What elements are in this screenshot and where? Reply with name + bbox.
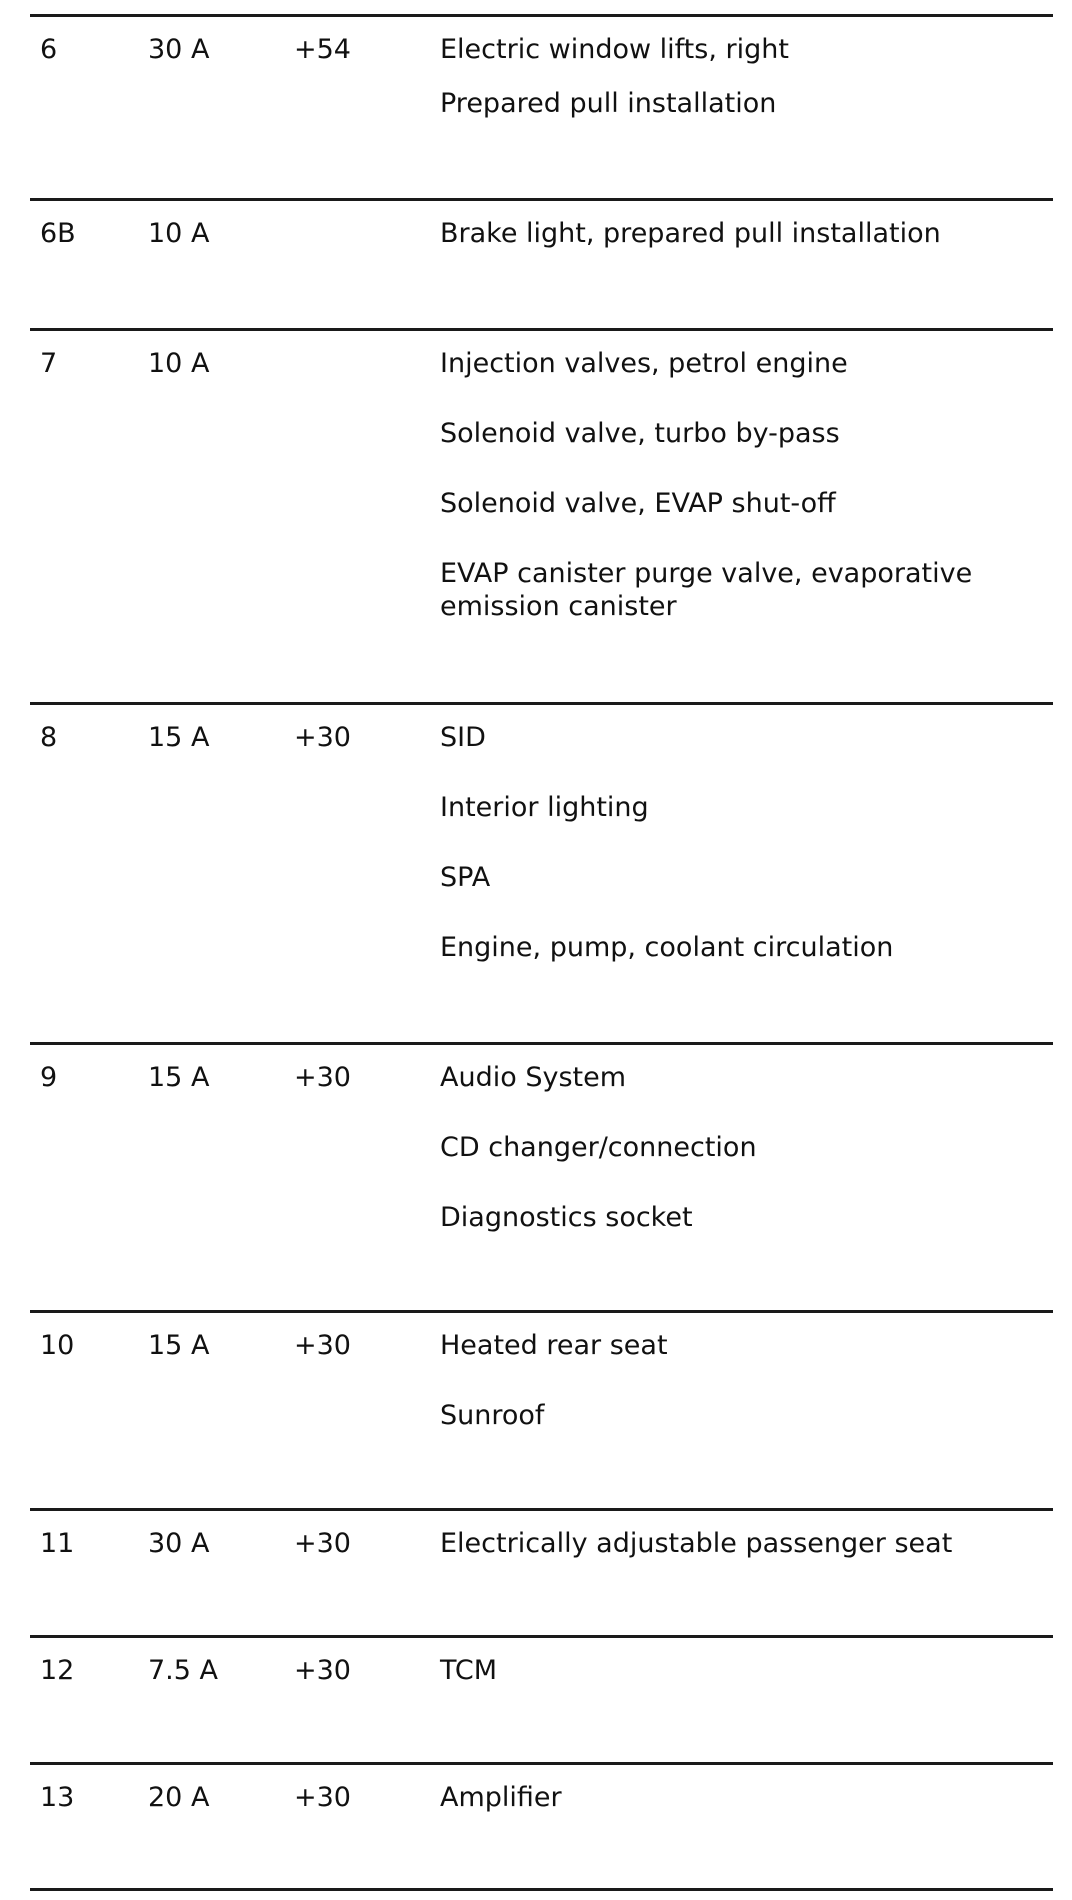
fuse-number: 12 <box>40 1655 75 1686</box>
fuse-number: 6B <box>40 218 76 249</box>
fuse-functions <box>440 347 1040 660</box>
table-row-fuse-13 <box>30 1762 1053 1891</box>
function-item: CD changer/connection <box>440 1132 757 1163</box>
table-row-fuse-6b <box>30 198 1053 328</box>
fuse-functions <box>440 33 1040 157</box>
fuse-amperage: 7.5 A <box>148 1655 218 1686</box>
table-row-fuse-8 <box>30 702 1053 1042</box>
fuse-number: 13 <box>40 1782 75 1813</box>
fuse-functions <box>440 217 1040 287</box>
fuse-terminal: +54 <box>294 34 351 65</box>
function-item: Engine, pump, coolant circulation <box>440 932 894 963</box>
fuse-terminal: +30 <box>294 1528 351 1559</box>
fuse-amperage: 15 A <box>148 1062 210 1093</box>
table-row-fuse-10 <box>30 1310 1053 1508</box>
function-item: Solenoid valve, EVAP shut-off <box>440 488 836 519</box>
fuse-number: 6 <box>40 34 58 65</box>
fuse-functions <box>440 1329 1040 1469</box>
fuse-amperage: 15 A <box>148 722 210 753</box>
function-item: EVAP canister purge valve, evaporative emission canister <box>440 558 973 622</box>
fuse-functions <box>440 1061 1040 1271</box>
fuse-amperage: 10 A <box>148 218 210 249</box>
fuse-number: 10 <box>40 1330 75 1361</box>
table-row-fuse-12 <box>30 1635 1053 1762</box>
fuse-functions <box>440 721 1040 1001</box>
fuse-amperage: 30 A <box>148 34 210 65</box>
table-row-fuse-9 <box>30 1042 1053 1310</box>
table-row-fuse-11 <box>30 1508 1053 1635</box>
function-item: Heated rear seat <box>440 1330 668 1361</box>
fuse-terminal: +30 <box>294 722 351 753</box>
function-item: Interior lighting <box>440 792 649 823</box>
fuse-number: 9 <box>40 1062 58 1093</box>
function-item: Injection valves, petrol engine <box>440 348 848 379</box>
fuse-functions <box>440 1781 1040 1851</box>
function-item: Electric window lifts, right <box>440 34 789 65</box>
function-item: Brake light, prepared pull installation <box>440 218 941 249</box>
function-item: Audio System <box>440 1062 627 1093</box>
function-item: Solenoid valve, turbo by-pass <box>440 418 840 449</box>
function-item: Electrically adjustable passenger seat <box>440 1528 953 1559</box>
function-item: Sunroof <box>440 1400 545 1431</box>
fuse-amperage: 10 A <box>148 348 210 379</box>
fuse-terminal: +30 <box>294 1655 351 1686</box>
function-item: Diagnostics socket <box>440 1202 693 1233</box>
fuse-amperage: 15 A <box>148 1330 210 1361</box>
function-item: TCM <box>440 1655 498 1686</box>
function-item: SID <box>440 722 486 753</box>
fuse-number: 7 <box>40 348 58 379</box>
fuse-number: 8 <box>40 722 58 753</box>
fuse-table <box>30 14 1053 1891</box>
fuse-terminal: +30 <box>294 1330 351 1361</box>
fuse-terminal: +30 <box>294 1782 351 1813</box>
fuse-number: 11 <box>40 1528 75 1559</box>
fuse-functions <box>440 1654 1040 1724</box>
function-item: Prepared pull installation <box>440 88 777 119</box>
fuse-functions <box>440 1527 1040 1597</box>
function-item: Amplifier <box>440 1782 562 1813</box>
fuse-amperage: 30 A <box>148 1528 210 1559</box>
fuse-terminal: +30 <box>294 1062 351 1093</box>
table-row-fuse-7 <box>30 328 1053 702</box>
fuse-amperage: 20 A <box>148 1782 210 1813</box>
function-item: SPA <box>440 862 491 893</box>
table-row-fuse-6 <box>30 14 1053 198</box>
